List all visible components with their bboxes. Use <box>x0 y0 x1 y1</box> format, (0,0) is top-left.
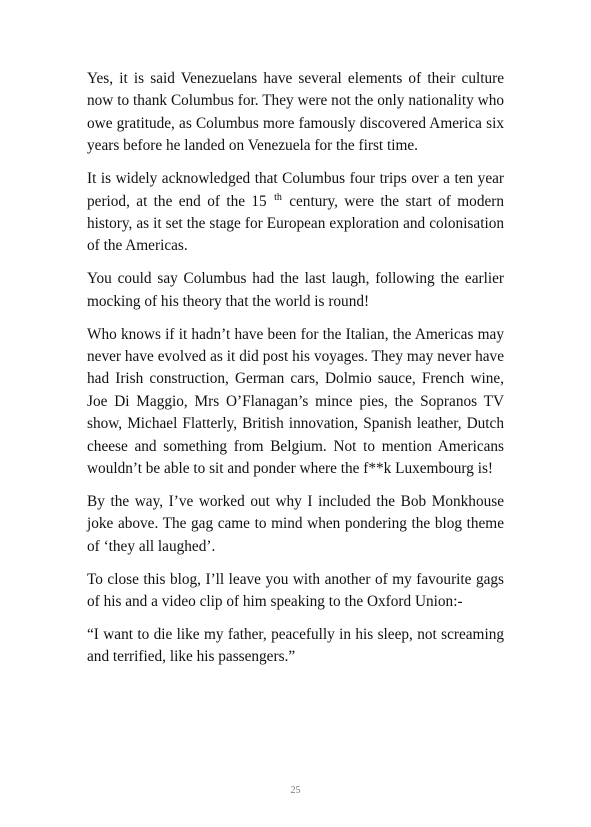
page-number: 25 <box>290 785 301 796</box>
paragraph-who-knows: Who knows if it hadn’t have been for the Italian, the Americas may never have evolved as it did post his voyages. They may never have had Irish construction, German cars, Dolmio sauce, French wine, Joe Di Maggio, Mrs O’Flanagan’s mince pies, the Sopranos TV show, Michael Flatterly, British innovation, Spanish leather, Dutch cheese and something from Belgium. Not to mention Americans wouldn’t be able to sit and ponder where the f**k Luxembourg is! <box>87 325 504 477</box>
paragraph-quote: “I want to die like my father, peacefully in his sleep, not screaming and terrified, like his passengers.” <box>87 625 504 666</box>
paragraph-last-laugh: You could say Columbus had the last laugh, following the earlier mocking of his theory that the world is round! <box>87 270 504 310</box>
paragraph-close-blog: To close this blog, I’ll leave you with another of my favourite gags of his and a video clip of him speaking to the Oxford Union:- <box>87 570 504 611</box>
paragraph-columbus-trips <box>87 168 504 258</box>
paragraph-columbus-trips-before: It is widely acknowledged that Columbus four trips over a ten year period, at the end of the 15 <box>87 170 504 210</box>
paragraph-by-the-way: By the way, I’ve worked out why I included the Bob Monkhouse joke above. The gag came to mind when pondering the blog theme of ‘they all laughed’. <box>87 492 504 555</box>
paragraph-venezuela: Yes, it is said Venezuelans have several elements of their culture now to thank Columbus for. They were not the only nationality who owe gratitude, as Columbus more famously discovered America six years before he landed on Venezuela for the first time. <box>87 70 504 155</box>
ordinal-suffix: th <box>274 192 282 204</box>
body-text <box>87 68 504 669</box>
paragraph-columbus-trips-after: century, were the start of modern history, as it set the stage for European exploration and colonisation of the Americas. <box>87 192 504 255</box>
